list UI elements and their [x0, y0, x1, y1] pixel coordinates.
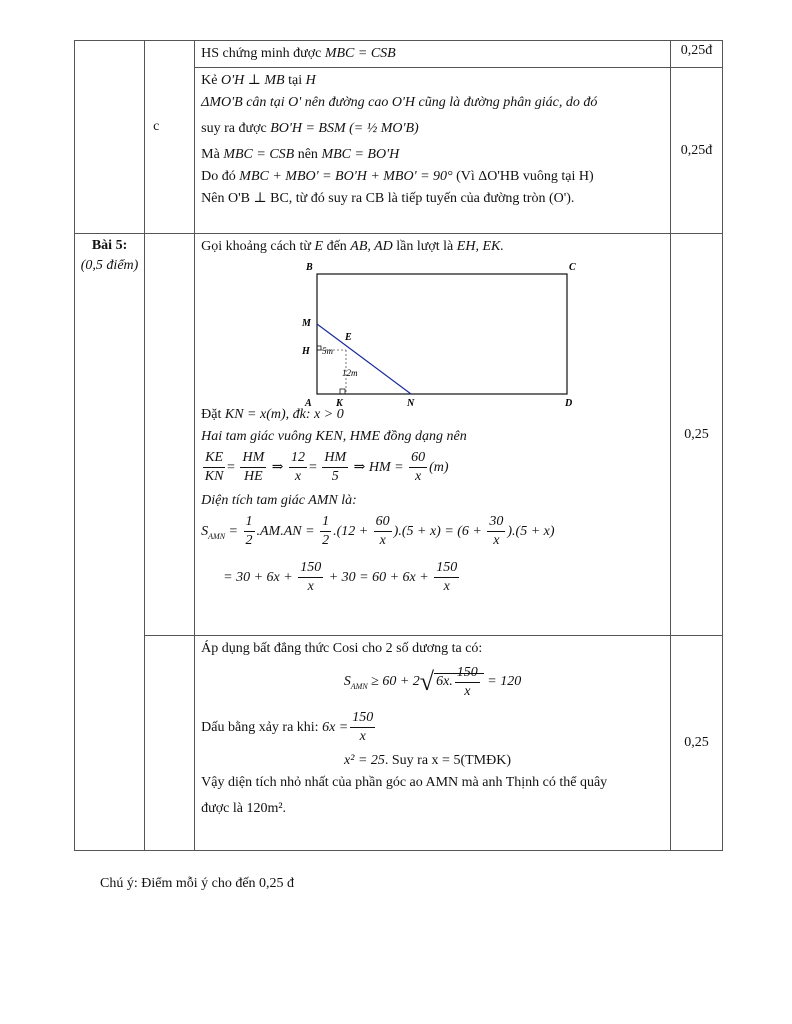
text: (Vì ΔO'HB vuông tại H) — [456, 169, 594, 184]
label-a: A — [305, 398, 312, 408]
frac-den: KN — [204, 469, 224, 485]
row-c-1 — [75, 41, 723, 68]
math: x² = 25 — [344, 753, 385, 768]
label-k: K — [336, 398, 343, 408]
frac-num: 1 — [320, 513, 331, 532]
frac-num: 150 — [350, 709, 375, 728]
text: Kẻ — [201, 73, 218, 88]
math: 6x. — [436, 674, 453, 690]
row-bai5-2 — [75, 636, 723, 851]
math: (m) — [429, 460, 449, 475]
score: 0,25 — [684, 426, 709, 442]
score-cell — [670, 68, 722, 234]
text: tại — [288, 73, 303, 88]
solution-line — [201, 750, 664, 772]
score-cell — [670, 41, 722, 68]
math: S — [343, 674, 351, 690]
text: được là 120m². — [201, 801, 287, 816]
math: ).(5 + x) — [507, 524, 555, 539]
empty-cell — [75, 41, 145, 234]
part-label: c — [153, 119, 160, 134]
ineq-line — [201, 660, 664, 706]
problem-title: Bài 5: — [91, 238, 128, 253]
frac-den: 2 — [322, 533, 330, 549]
text: ΔMO'B cân tại O' nên đường cao O'H cũng là đường phân giác, do đó — [201, 95, 598, 110]
empty-cell — [145, 636, 195, 851]
frac-den: x — [415, 469, 422, 485]
math: .(12 + — [333, 524, 369, 539]
text: suy ra được — [201, 121, 267, 136]
frac-num: 60 — [374, 513, 392, 532]
grading-table — [74, 40, 723, 851]
math: , đk: x > 0 — [285, 407, 344, 422]
math: (= ½ MO'B) — [349, 121, 419, 136]
frac-num: 150 — [298, 559, 323, 578]
frac-den: 2 — [245, 533, 253, 549]
frac-num: 12 — [289, 449, 307, 468]
rectangle-figure — [285, 258, 585, 408]
math: EH, EK. — [456, 239, 504, 254]
math: ).(5 + x) = (6 + — [393, 524, 482, 539]
text: Gọi khoảng cách từ — [201, 239, 311, 254]
frac-den: HE — [244, 469, 263, 485]
radicand — [434, 664, 484, 699]
equality-line — [201, 706, 664, 750]
text: Hai tam giác vuông KEN, HME đồng dạng nên — [201, 429, 467, 444]
label-5m: 5m — [322, 346, 334, 356]
math: MBC + MBO' = BO'H + MBO' = 90° — [239, 169, 453, 184]
problem-cell — [75, 234, 145, 851]
frac-num: 150 — [455, 664, 480, 683]
content-cell — [195, 41, 671, 68]
math: E — [314, 239, 324, 254]
ratio-line: $\frac{KE}{KN}$ = $\frac{HM}{HE}$ ⇒ $\frac{12}{x}$ = $\frac{HM}{5}$ ⇒ HM = $\frac{60}{x}$ (m) — [204, 450, 449, 485]
math: = — [228, 524, 238, 539]
math: = 120 — [487, 674, 522, 690]
math-sub: AMN — [350, 682, 368, 692]
text: lần lượt là — [396, 239, 454, 254]
frac-den: x — [359, 729, 366, 745]
text: HS chứng minh được — [201, 46, 322, 61]
content-cell — [195, 68, 671, 234]
frac-den: x — [294, 469, 302, 485]
footnote: Chú ý: Điểm mỗi ý cho đến 0,25 đ — [100, 876, 295, 891]
text: Do đó — [201, 169, 236, 184]
frac-num: 150 — [434, 559, 459, 578]
math: + 30 = 60 + 6x + — [328, 570, 429, 585]
frac-den: x — [443, 579, 450, 595]
frac-num: 1 — [244, 513, 255, 532]
text: Áp dụng bất đẳng thức Cosi cho 2 số dương ta có: — [201, 641, 483, 656]
score: 0,25 — [684, 735, 709, 750]
math: 6x = — [322, 720, 349, 735]
label-b: B — [306, 262, 313, 273]
score-cell — [670, 234, 722, 636]
area-line-1 — [201, 512, 664, 556]
score: 0,25đ — [680, 142, 713, 158]
label-h: H — [302, 346, 310, 357]
math: .AM.AN = — [256, 524, 315, 539]
frac-den: x — [307, 579, 314, 595]
label-e: E — [345, 332, 352, 343]
math: ≥ 60 + 2 — [371, 674, 420, 690]
math: H — [305, 73, 316, 88]
text: Nên O'B ⊥ BC, từ đó suy ra CB là tiếp tuyến của đường tròn (O'). — [201, 191, 575, 206]
math: MBC = CSB — [223, 147, 295, 162]
part-cell — [145, 41, 195, 234]
right-angle-h — [317, 346, 321, 350]
frac-num: 30 — [487, 513, 505, 532]
label-n: N — [407, 398, 415, 408]
sqrt-sign: √ — [419, 667, 435, 696]
text: . Suy ra x = 5(TMĐK) — [384, 753, 511, 768]
math: O'H ⊥ MB — [220, 73, 285, 88]
frac-num: HM — [322, 449, 348, 468]
segment-mn — [317, 324, 411, 394]
math: KN = x(m) — [224, 407, 286, 422]
text: nên — [297, 147, 318, 162]
text: Diện tích tam giác AMN là: — [201, 493, 357, 508]
math: AB, AD — [350, 239, 393, 254]
math: MBC = CSB — [324, 46, 396, 61]
score: 0,25đ — [680, 43, 713, 58]
text: Dấu bằng xảy ra khi: — [201, 720, 319, 735]
math: MBC = BO'H — [321, 147, 400, 162]
content-cell — [195, 234, 671, 636]
area-line-2 — [201, 556, 664, 604]
label-12m: 12m — [342, 368, 358, 378]
frac-den: x — [379, 533, 386, 549]
text: Vậy diện tích nhỏ nhất của phần góc ao AMN mà anh Thịnh có thể quây — [201, 775, 608, 790]
score-cell — [670, 636, 722, 851]
label-d: D — [565, 398, 573, 408]
math: S — [201, 524, 209, 539]
text: Đặt — [201, 407, 222, 422]
math: = 30 + 6x + — [223, 570, 293, 585]
row-bai5-1 — [75, 234, 723, 636]
text: Mà — [201, 147, 220, 162]
implies: ⇒ — [271, 460, 284, 475]
frac-den: x — [493, 533, 500, 549]
problem-points: (0,5 điểm) — [80, 258, 139, 273]
frac-num: HM — [240, 449, 266, 468]
math: ⇒ HM = — [353, 460, 404, 475]
text: đến — [326, 239, 347, 254]
label-m: M — [302, 318, 312, 329]
frac-den: 5 — [331, 469, 339, 485]
frac-num: KE — [203, 449, 225, 468]
math-sub: AMN — [208, 531, 226, 541]
frac-num: 60 — [409, 449, 427, 468]
empty-cell — [145, 234, 195, 636]
frac-den: x — [464, 683, 471, 699]
math: BO'H = BSM — [270, 121, 346, 136]
content-cell — [195, 636, 671, 851]
right-angle-k — [340, 389, 345, 394]
label-c: C — [569, 262, 576, 273]
